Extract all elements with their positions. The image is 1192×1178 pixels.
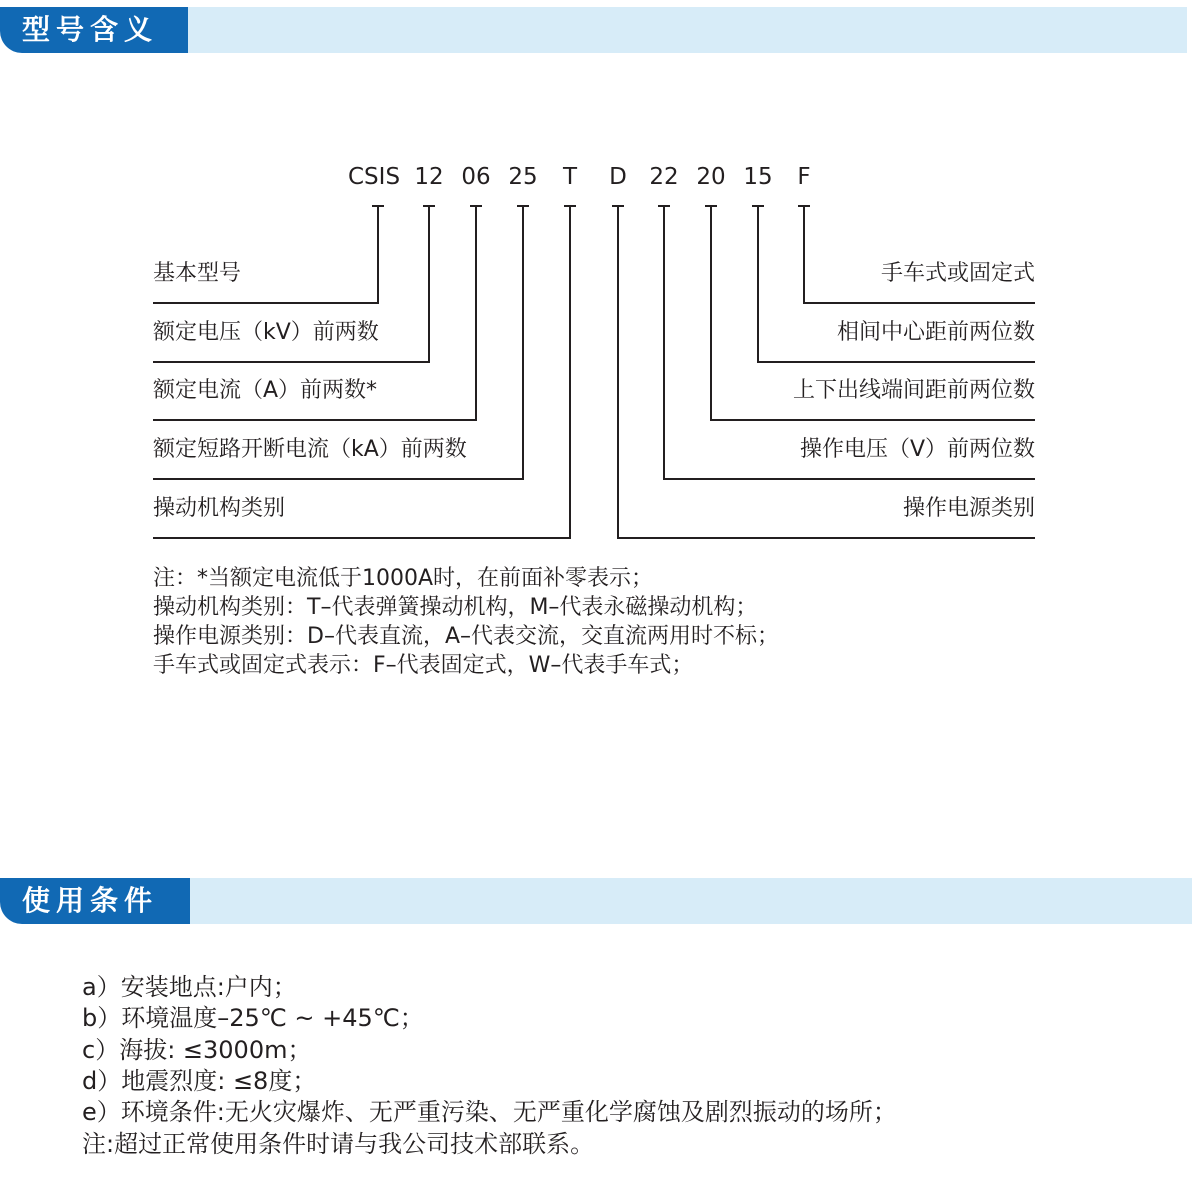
code-breaking: 25 bbox=[508, 164, 538, 190]
condition-item: e）环境条件:无火灾爆炸、无严重污染、无严重化学腐蚀及剧烈振动的场所； bbox=[82, 1098, 897, 1126]
code-voltage: 12 bbox=[414, 164, 444, 190]
code-current: 06 bbox=[461, 164, 491, 190]
condition-note: 注:超过正常使用条件时请与我公司技术部联系。 bbox=[82, 1130, 595, 1158]
code-power-source: D bbox=[609, 164, 627, 190]
label-operating-voltage: 操作电压（V）前两位数 bbox=[799, 437, 1035, 462]
note-line: 注：*当额定电流低于1000A时，在前面补零表示； bbox=[153, 566, 654, 591]
code-phase-spacing: 15 bbox=[743, 164, 773, 190]
label-breaking-current: 额定短路开断电流（kA）前两数 bbox=[153, 437, 467, 462]
section1-title: 型号含义 bbox=[0, 7, 188, 53]
label-mechanism-type: 操动机构类别 bbox=[153, 496, 286, 521]
condition-item: b）环境温度–25℃ ~ +45℃； bbox=[82, 1004, 424, 1032]
code-type: F bbox=[797, 164, 811, 190]
section2-band bbox=[190, 878, 1192, 924]
code-csis: CSIS bbox=[348, 164, 401, 190]
note-line: 操动机构类别：T–代表弹簧操动机构，M–代表永磁操动机构； bbox=[153, 595, 758, 620]
condition-item: d）地震烈度: ≤8度； bbox=[82, 1067, 317, 1095]
note-line: 手车式或固定式表示：F–代表固定式，W–代表手车式； bbox=[153, 653, 694, 678]
label-power-source-type: 操作电源类别 bbox=[902, 496, 1035, 521]
label-base-model: 基本型号 bbox=[153, 261, 242, 286]
label-rated-voltage: 额定电压（kV）前两数 bbox=[153, 320, 379, 345]
label-terminal-spacing: 上下出线端间距前两位数 bbox=[792, 378, 1035, 403]
note-line: 操作电源类别：D–代表直流，A–代表交流，交直流两用时不标； bbox=[153, 624, 779, 649]
condition-item: c）海拔: ≤3000m； bbox=[82, 1036, 312, 1064]
code-terminal-spacing: 20 bbox=[696, 164, 726, 190]
section2-title: 使用条件 bbox=[0, 878, 190, 924]
code-mechanism: T bbox=[562, 164, 578, 190]
code-op-voltage: 22 bbox=[649, 164, 679, 190]
label-rated-current: 额定电流（A）前两数* bbox=[153, 378, 378, 403]
label-phase-spacing: 相间中心距前两位数 bbox=[836, 320, 1035, 345]
condition-item: a）安装地点:户内； bbox=[82, 973, 297, 1001]
label-truck-or-fixed: 手车式或固定式 bbox=[880, 261, 1035, 286]
